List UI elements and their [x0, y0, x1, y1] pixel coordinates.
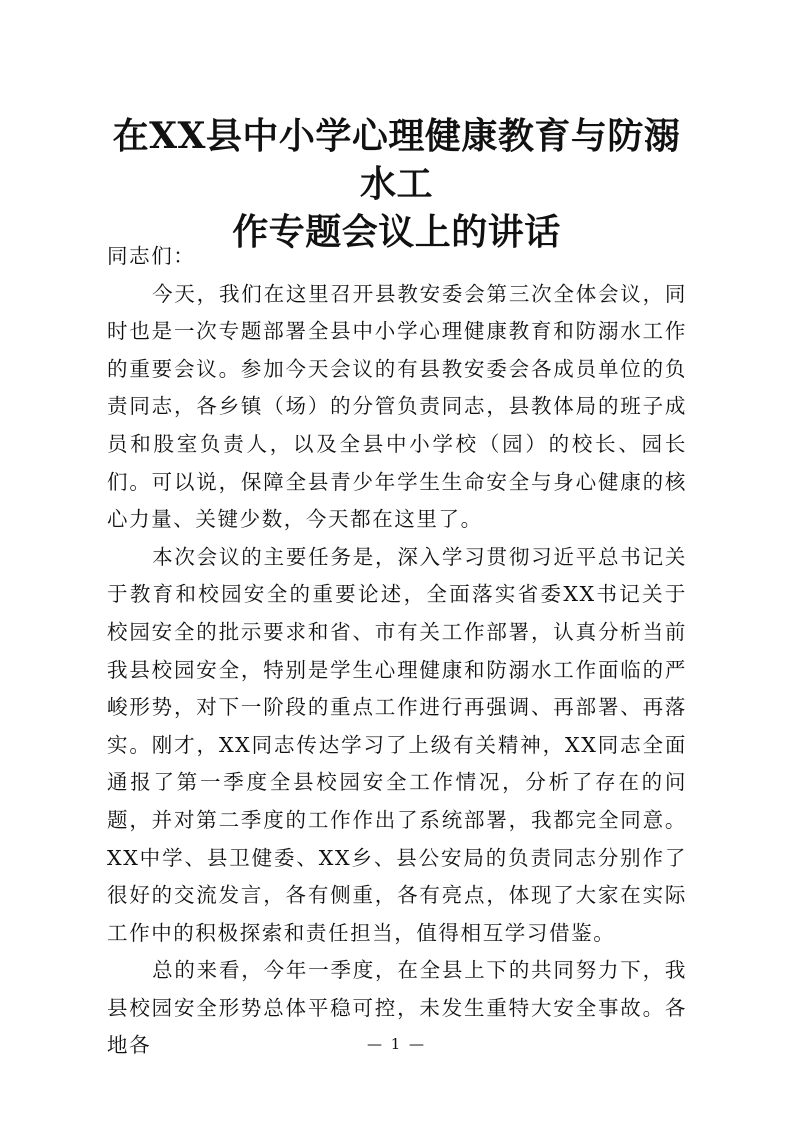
title-line-2: 作专题会议上的讲话 [232, 211, 561, 253]
document-title [100, 112, 693, 256]
paragraph-2: 本次会议的主要任务是，深入学习贯彻习近平总书记关于教育和校园安全的重要论述，全面落实省委XX书记关于校园安全的批示要求和省、市有关工作部署，认真分析当前我县校园安全，特别是学生心理健康和防溺水工作面临的严峻形势，对下一阶段的重点工作进行再强调、再部署、再落实。刚才，XX同志传达学习了上级有关精神，XX同志全面通报了第一季度全县校园安全工作情况，分析了存在的问题，并对第二季度的工作作出了系统部署，我都完全同意。XX中学、县卫健委、XX乡、县公安局的负责同志分别作了很好的交流发言，各有侧重，各有亮点，体现了大家在实际工作中的积极探索和责任担当，值得相互学习借鉴。 [107, 544, 687, 945]
page-number: — 1 — [366, 1035, 427, 1053]
document-body [107, 238, 687, 1065]
salutation: 同志们： [107, 244, 196, 268]
paragraph-1: 今天，我们在这里召开县教安委会第三次全体会议，同时也是一次专题部署全县中小学心理健康教育和防溺水工作的重要会议。参加今天会议的有县教安委会各成员单位的负责同志，各乡镇（场）的分管负责同志，县教体局的班子成员和股室负责人，以及全县中小学校（园）的校长、园长们。可以说，保障全县青少年学生生命安全与身心健康的核心力量、关键少数，今天都在这里了。 [107, 281, 687, 532]
paragraph-3: 总的来看，今年一季度，在全县上下的共同努力下，我县校园安全形势总体平稳可控，未发生重特大安全事故。各地各 [107, 958, 687, 1058]
title-line-1: 在XX县中小学心理健康教育与防溺水工 [112, 115, 681, 205]
